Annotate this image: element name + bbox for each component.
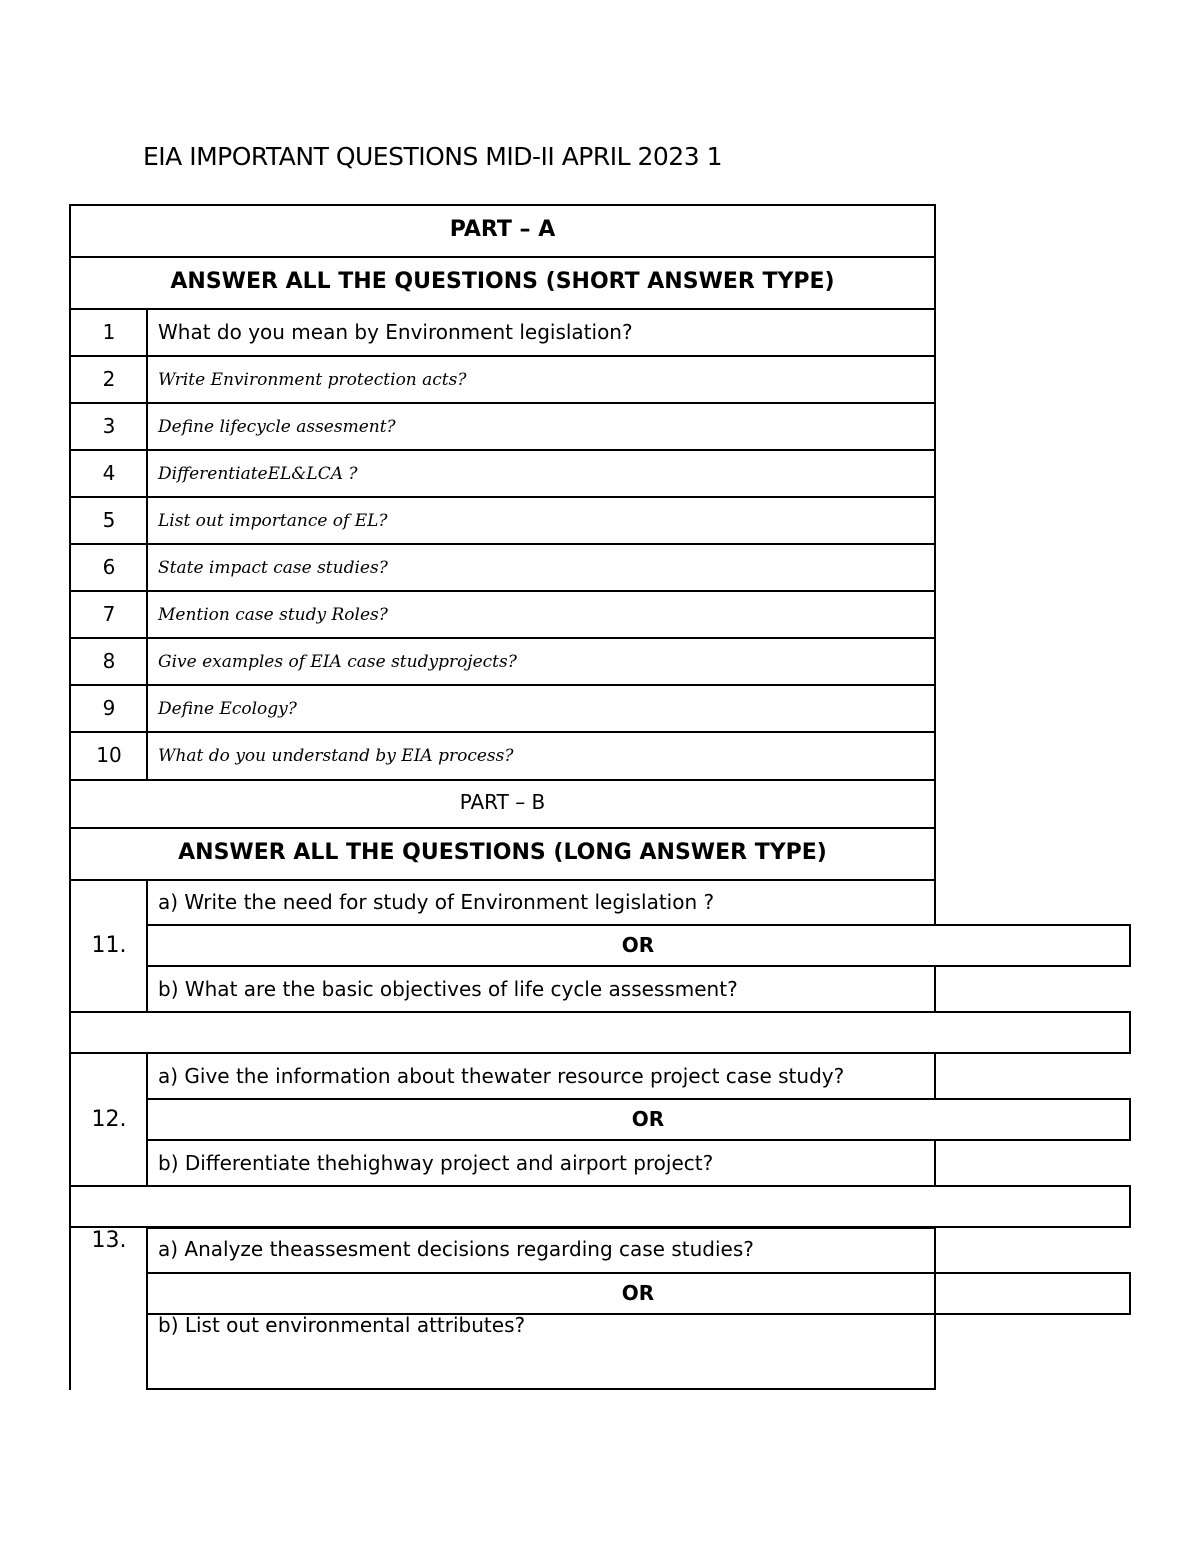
row-divider: [69, 496, 936, 498]
question-option-b: b) Differentiate thehighway project and airport project?: [158, 1151, 714, 1175]
question-text: Write Environment protection acts?: [158, 370, 467, 390]
spacer-row: [69, 1185, 1131, 1228]
question-number: 9: [102, 696, 116, 720]
row-divider: [69, 308, 936, 310]
spacer-row: [69, 1011, 1131, 1054]
row-divider: [69, 879, 936, 881]
part-a-heading: PART – A: [449, 217, 556, 242]
question-number: 4: [102, 461, 116, 485]
or-label: OR: [631, 1107, 665, 1131]
question-option-a: a) Write the need for study of Environment legislation ?: [158, 890, 715, 914]
question-text: Give examples of EIA case studyprojects?: [158, 652, 517, 672]
row-divider: [69, 355, 936, 357]
question-text: What do you understand by EIA process?: [158, 746, 514, 766]
row-divider: [69, 449, 936, 451]
question-number: 7: [102, 602, 116, 626]
question-text: Define Ecology?: [158, 699, 297, 719]
question-number: 5: [102, 508, 116, 532]
question-number: 8: [102, 649, 116, 673]
column-divider: [69, 780, 71, 1390]
question-option-a: a) Analyze theassesment decisions regarding case studies?: [158, 1237, 754, 1261]
question-number: 10: [96, 743, 122, 767]
question-text: State impact case studies?: [158, 558, 388, 578]
row-divider: [69, 637, 936, 639]
question-option-a: a) Give the information about thewater resource project case study?: [158, 1064, 845, 1088]
row-divider: [69, 256, 936, 258]
part-a-instruction: ANSWER ALL THE QUESTIONS (SHORT ANSWER TYPE): [170, 269, 835, 294]
or-label: OR: [621, 1281, 655, 1305]
question-number: 2: [102, 367, 116, 391]
question-number: 11.: [91, 933, 127, 958]
question-text: What do you mean by Environment legislation?: [158, 320, 633, 344]
column-divider: [934, 965, 936, 1012]
question-number: 1: [102, 320, 116, 344]
question-option-b: b) List out environmental attributes?: [158, 1313, 526, 1337]
column-divider: [934, 1139, 936, 1186]
question-text: DifferentiateEL&LCA ?: [158, 464, 358, 484]
question-text: Define lifecycle assesment?: [158, 417, 396, 437]
document-title: EIA IMPORTANT QUESTIONS MID-II APRIL 2023 1: [143, 142, 722, 171]
column-divider: [934, 1053, 936, 1100]
question-number: 13.: [91, 1228, 127, 1253]
question-text: Mention case study Roles?: [158, 605, 388, 625]
row-divider: [69, 827, 936, 829]
question-number: 3: [102, 414, 116, 438]
question-number: 6: [102, 555, 116, 579]
row-divider: [69, 590, 936, 592]
question-number: 12.: [91, 1107, 127, 1132]
row-divider: [69, 731, 936, 733]
question-text: List out importance of EL?: [158, 511, 388, 531]
row-divider: [69, 543, 936, 545]
part-b-instruction: ANSWER ALL THE QUESTIONS (LONG ANSWER TYPE): [178, 840, 827, 865]
or-label: OR: [621, 933, 655, 957]
question-option-b: b) What are the basic objectives of life cycle assessment?: [158, 977, 738, 1001]
row-divider: [69, 684, 936, 686]
row-divider: [69, 402, 936, 404]
part-b-heading: PART – B: [459, 790, 546, 814]
